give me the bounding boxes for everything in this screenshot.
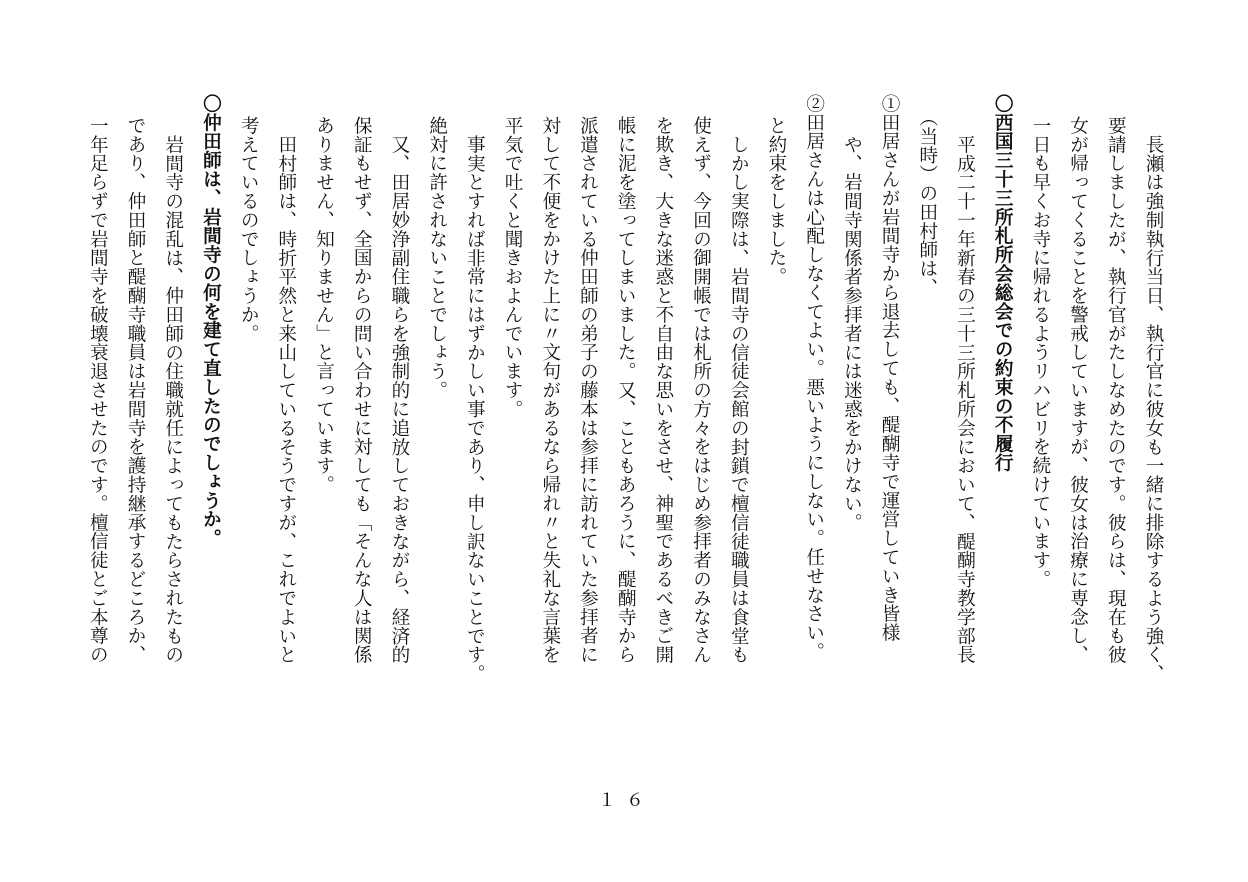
- page-number: １６: [598, 790, 654, 811]
- text-column: 平成二十一年新春の三十三所札所会において、醍醐寺教学部長: [954, 135, 976, 665]
- text-column: 長瀬は強制執行当日、執行官に彼女も一緒に排除するよう強く、: [1143, 135, 1164, 684]
- text-column: 帳に泥を塗ってしまいました。又、こともあろうに、醍醐寺から: [615, 116, 637, 665]
- text-column: 女が帰ってくることを警戒していますが、彼女は治療に専念し、: [1067, 116, 1089, 665]
- text-column: 対して不便をかけた上に〃文句があるなら帰れ〃と失礼な言葉を: [539, 116, 561, 665]
- text-column: 派遣されている仲田師の弟子の藤本は参拝に訪れていた参拝者に: [577, 116, 599, 665]
- text-column: と約束をしました。: [765, 116, 787, 287]
- text-column: 使えず、今回の御開帳では札所の方々をはじめ参拝者のみなさん: [690, 116, 712, 665]
- text-column: （当時）の田村師は、: [916, 108, 938, 297]
- text-column: を欺き、大きな迷惑と不自由な思いをさせ、神聖であるべきご開: [652, 116, 674, 665]
- text-column: 又、田居妙浄副住職らを強制的に追放しておきながら、経済的: [388, 135, 410, 665]
- section-heading: 〇仲田師は、岩間寺の何を建て直したのでしょうか。: [200, 94, 222, 548]
- text-column: 保証もせず、全国からの問い合わせに対しても「そんな人は関係: [351, 116, 373, 665]
- text-column: 一日も早くお寺に帰れるようリハビリを続けています。: [1029, 116, 1051, 589]
- text-column: 一年足らずで岩間寺を破壊衰退させたのです。檀信徒とご本尊の: [87, 116, 109, 665]
- text-column: しかし実際は、岩間寺の信徒会館の封鎖で檀信徒職員は食堂も: [728, 135, 750, 665]
- text-column: 絶対に許されないことでしょう。: [426, 116, 448, 400]
- text-column: 考えているのでしょうか。: [238, 116, 260, 343]
- text-column: 田村師は、時折平然と来山しているそうですが、これでよいと: [275, 135, 297, 665]
- text-column: 岩間寺の混乱は、仲田師の住職就任によってもたらされたもの: [162, 135, 184, 665]
- vertical-text-body: [79, 94, 1172, 791]
- text-column: 事実とすれば非常にはずかしい事であり、申し訳ないことです。: [464, 135, 486, 684]
- text-column: ありません、知りません」と言っています。: [313, 116, 335, 494]
- text-column: であり、仲田師と醍醐寺職員は岩間寺を護持継承するどころか、: [125, 116, 147, 665]
- text-column: や、岩間寺関係者参拝者には迷惑をかけない。: [841, 135, 863, 532]
- numbered-item: ②田居さんは心配しなくてよい。悪いようにしない。任せなさい。: [803, 94, 825, 661]
- text-column: 要請しましたが、執行官がたしなめたのです。彼らは、現在も彼: [1105, 116, 1127, 665]
- numbered-item: ①田居さんが岩間寺から退去しても、醍醐寺で運営していき皆様: [879, 94, 901, 643]
- text-column: 平気で吐くと聞きおよんでいます。: [502, 116, 524, 419]
- section-heading: 〇西国三十三所札所会総会での約束の不履行: [992, 94, 1014, 472]
